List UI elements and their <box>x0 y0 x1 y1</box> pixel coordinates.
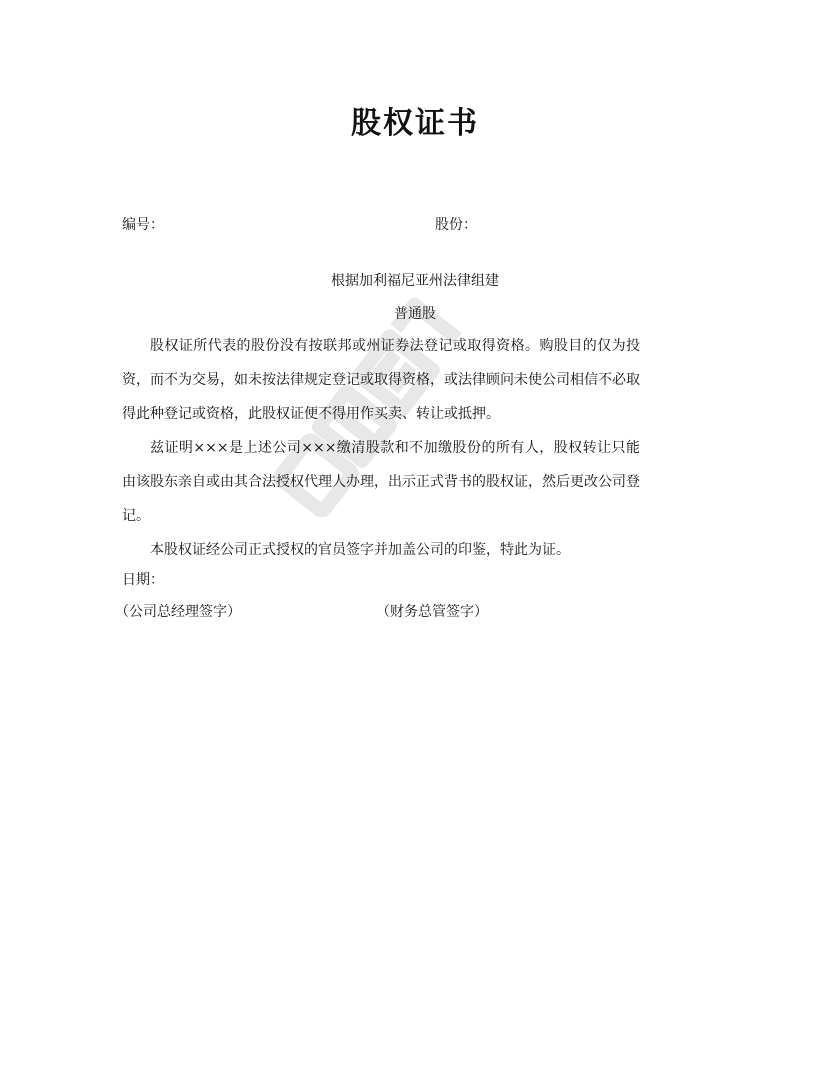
certificate-number-label: 编号： <box>122 217 164 233</box>
treasurer-signature: （财务总管签字） <box>376 604 488 620</box>
page-title: 股权证书 <box>351 106 479 141</box>
shares-label: 股份： <box>435 217 477 233</box>
stock-type: 普通股 <box>394 306 436 322</box>
paragraph-authorization: 本股权证经公司正式授权的官员签字并加盖公司的印鉴，特此为证。 <box>150 542 570 558</box>
paragraph-restriction: 股权证所代表的股份没有按联邦或州证券法登记或取得资格。购股目的仅为投资，而不为交易，如未按法律规定登记或取得资格，或法律顾问未使公司相信不必取得此种登记或资格，此股权证便不得用作买卖、转让或抵押。 <box>122 338 640 422</box>
general-manager-signature: （公司总经理签字） <box>115 604 241 620</box>
date-label: 日期： <box>122 572 164 588</box>
paragraph-certification: 兹证明×××是上述公司×××缴清股款和不加缴股份的所有人，股权转让只能由该股东亲自或由其合法授权代理人办理，出示正式背书的股权证，然后更改公司登记。 <box>122 440 640 524</box>
incorporation-law-line: 根据加利福尼亚州法律组建 <box>331 273 499 289</box>
